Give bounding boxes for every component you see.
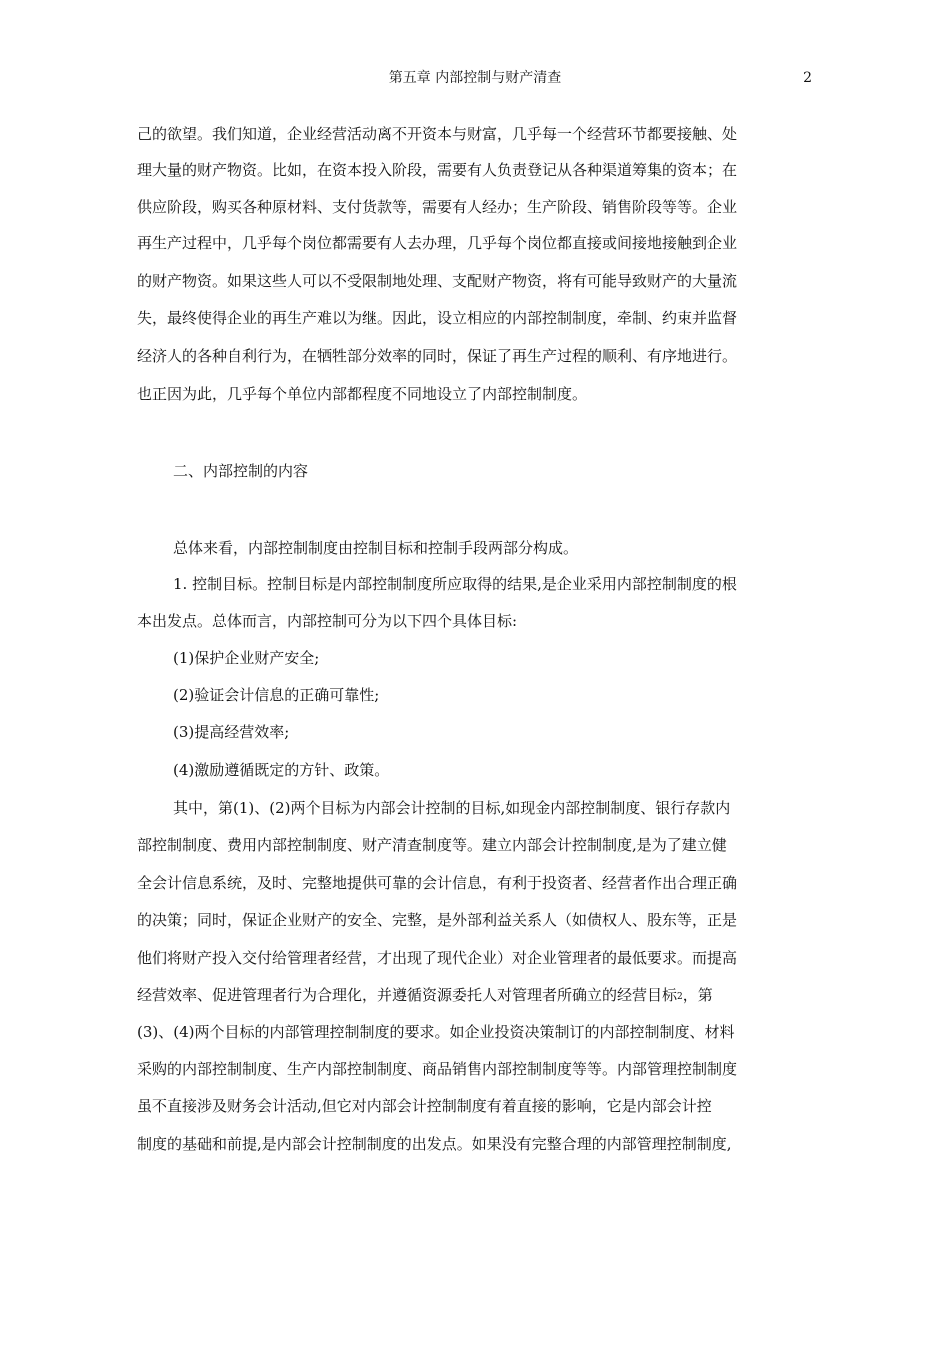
text-line: (3)、(4)两个目标的内部管理控制制度的要求。如企业投资决策制订的内部控制制度、材料: [137, 1023, 735, 1041]
text-line: 也正因为此，几乎每个单位内部都程度不同地设立了内部控制制度。: [137, 385, 588, 403]
text-line: 供应阶段，购买各种原材料、支付货款等，需要有人经办；生产阶段、销售阶段等等。企业: [137, 198, 738, 216]
goal-item: (1)保护企业财产安全;: [173, 649, 320, 667]
text-line: 经济人的各种自利行为，在牺牲部分效率的同时，保证了再生产过程的顺利、有序地进行。: [137, 347, 738, 365]
text-line: 本出发点。总体而言，内部控制可分为以下四个具体目标:: [137, 612, 518, 630]
page-number: 2: [803, 70, 812, 86]
text-line: 理大量的财产物资。比如，在资本投入阶段，需要有人负责登记从各种渠道筹集的资本；在: [137, 161, 738, 179]
text-line: 的决策；同时，保证企业财产的安全、完整，是外部利益关系人（如债权人、股东等，正是: [137, 911, 738, 929]
text-line: 制度的基础和前提,是内部会计控制制度的出发点。如果没有完整合理的内部管理控制制度,: [137, 1135, 732, 1153]
text-line: 的财产物资。如果这些人可以不受限制地处理、支配财产物资，将有可能导致财产的大量流: [137, 272, 738, 290]
footnote-marker: 2: [677, 992, 683, 1002]
text-line: 1. 控制目标。控制目标是内部控制制度所应取得的结果,是企业采用内部控制制度的根: [173, 575, 737, 593]
text-line: 采购的内部控制制度、生产内部控制制度、商品销售内部控制制度等等。内部管理控制制度: [137, 1060, 738, 1078]
text-line: 部控制制度、费用内部控制制度、财产清查制度等。建立内部会计控制制度,是为了建立健: [137, 836, 727, 854]
text-line: 全会计信息系统，及时、完整地提供可靠的会计信息，有利于投资者、经营者作出合理正确: [137, 874, 738, 892]
overview-line: 总体来看，内部控制制度由控制目标和控制手段两部分构成。: [173, 539, 579, 557]
goal-item: (4)激励遵循既定的方针、政策。: [173, 761, 390, 779]
text-line: 虽不直接涉及财务会计活动,但它对内部会计控制制度有着直接的影响，它是内部会计控: [137, 1097, 712, 1115]
goal-item: (2)验证会计信息的正确可靠性;: [173, 686, 380, 704]
chapter-title: 第五章 内部控制与财产清查: [388, 70, 562, 86]
section-heading: 二、内部控制的内容: [173, 462, 309, 480]
text-line: 再生产过程中，几乎每个岗位都需要有人去办理，几乎每个岗位都直接或间接地接触到企业: [137, 234, 738, 252]
text-line: 失，最终使得企业的再生产难以为继。因此，设立相应的内部控制制度，牵制、约束并监督: [137, 309, 738, 327]
text-segment: 经营效率、促进管理者行为合理化，并遵循资源委托人对管理者所确立的经营目标: [137, 986, 678, 1004]
page-header: [0, 68, 950, 92]
text-line: [137, 984, 713, 1006]
text-line: 他们将财产投入交付给管理者经营，才出现了现代企业）对企业管理者的最低要求。而提高: [137, 949, 738, 967]
text-segment: ，第: [682, 986, 713, 1004]
text-line: 己的欲望。我们知道，企业经营活动离不开资本与财富，几乎每一个经营环节都要接触、处: [137, 125, 738, 143]
text-line: 其中，第(1)、(2)两个目标为内部会计控制的目标,如现金内部控制制度、银行存款内: [173, 799, 731, 817]
goal-item: (3)提高经营效率;: [173, 723, 290, 741]
